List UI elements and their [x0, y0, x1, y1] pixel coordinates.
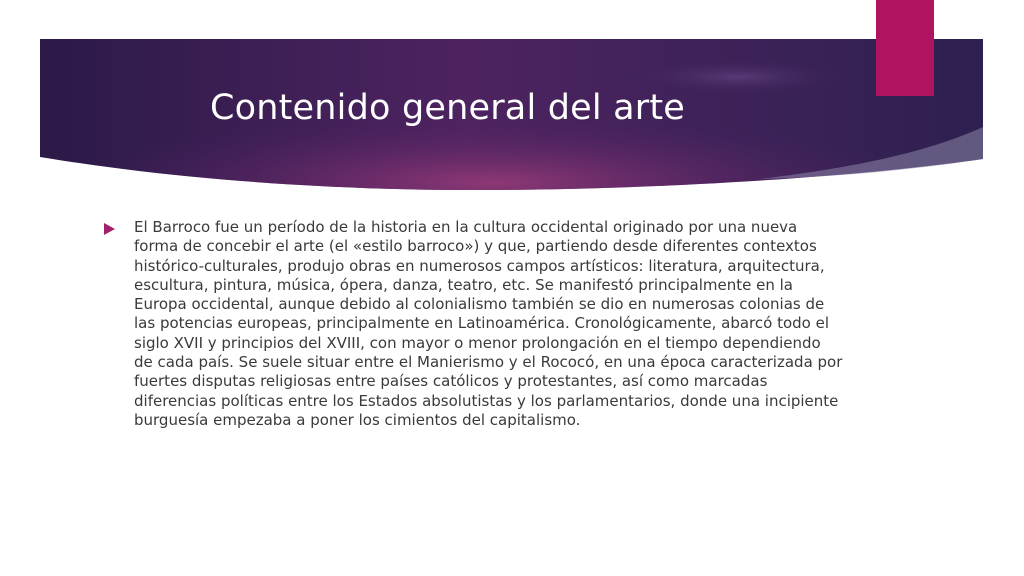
bullet-item: [104, 218, 844, 430]
accent-tab: [876, 0, 934, 96]
slide-body: [104, 218, 844, 430]
triangle-bullet-icon: [104, 223, 115, 235]
bullet-text: El Barroco fue un período de la historia en la cultura occidental originado por una nueva forma de concebir el arte (el «estilo barroco») y que, partiendo desde diferentes contextos histórico-culturales, produjo obras en numerosos campos artísticos: literatura, arquitectura, escultura, pintura, música, ópera, danza, teatro, etc. Se manifestó principalmente en la Europa occidental, aunque debido al colonialismo también se dio en numerosas colonias de las potencias europeas, principalmente en Latinoamérica. Cronológicamente, abarcó todo el siglo XVII y principios del XVIII, con mayor o menor prolongación en el tiempo dependiendo de cada país. Se suele situar entre el Manierismo y el Rococó, en una época caracterizada por fuertes disputas religiosas entre países católicos y protestantes, así como marcadas diferencias políticas entre los Estados absolutistas y los parlamentarios, donde una incipiente burguesía empezaba a poner los cimientos del capitalismo.: [134, 218, 843, 429]
slide-title: Contenido general del arte: [210, 88, 685, 128]
